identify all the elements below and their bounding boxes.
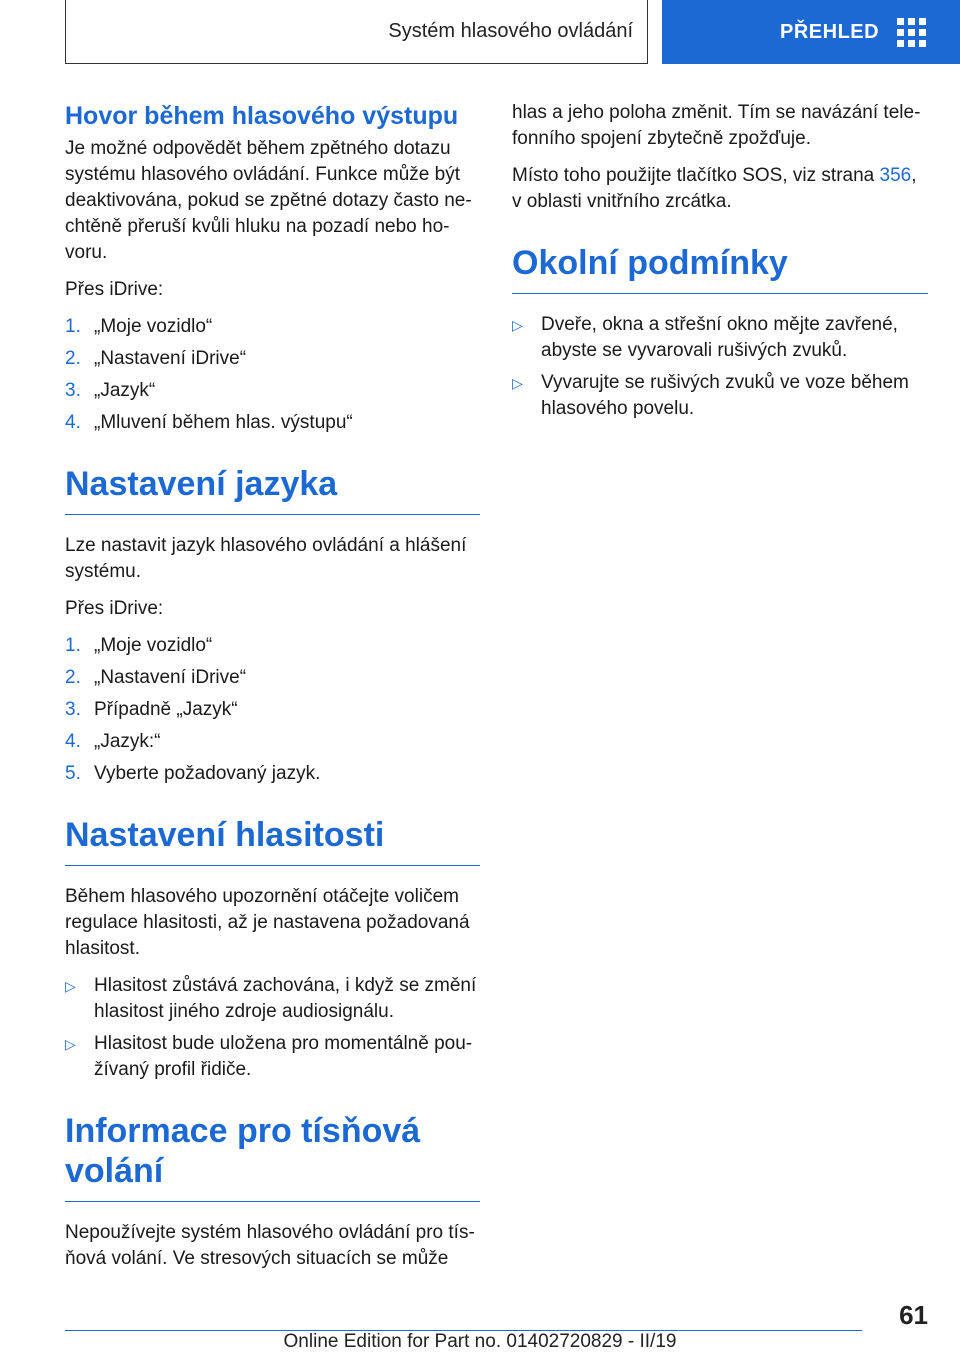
list-item: 2. „Nastavení iDrive“ xyxy=(65,348,247,369)
tab-label: PŘEHLED xyxy=(780,20,880,43)
triangle-bullet-icon: ▷ xyxy=(65,1036,76,1052)
triangle-bullet-icon: ▷ xyxy=(65,978,76,994)
left-column xyxy=(65,100,480,1283)
bullet-list xyxy=(65,973,480,1083)
heading-language-settings: Nastavení jazyka xyxy=(65,464,480,515)
list-item: 1. „Moje vozidlo“ xyxy=(65,316,213,337)
paragraph: Přes iDrive: xyxy=(65,598,164,619)
paragraph: hlas a jeho poloha změnit. Tím se navázání telefonního spojení zbytečně zpožďuje. xyxy=(512,102,921,149)
list-item: 3. Případně „Jazyk“ xyxy=(65,699,238,720)
section-title: Systém hlasového ovládání xyxy=(388,20,633,42)
header-section-title xyxy=(65,0,648,64)
heading-emergency-calls: Informace pro tísňová volání xyxy=(65,1111,480,1202)
paragraph: Nepoužívejte systém hlasového ovládání pro tísňová volání. Ve stresových situacích se může xyxy=(65,1222,475,1269)
subheading-voice-output-call: Hovor během hlasového výstupu xyxy=(65,102,459,130)
list-item: 3. „Jazyk“ xyxy=(65,380,156,401)
tab-prehled[interactable] xyxy=(662,0,960,64)
triangle-bullet-icon: ▷ xyxy=(512,375,523,391)
list-item: 1. „Moje vozidlo“ xyxy=(65,635,213,656)
heading-volume-settings: Nastavení hlasitosti xyxy=(65,815,480,866)
heading-ambient-conditions: Okolní podmínky xyxy=(512,243,928,294)
numbered-list xyxy=(65,314,480,436)
list-item: ▷ Vyvarujte se rušivých zvuků ve voze během hlasového povelu. xyxy=(512,372,909,419)
page-link-356[interactable]: 356 xyxy=(879,165,912,186)
paragraph: Během hlasového upozornění otáčejte voličem regulace hlasitosti, až je nastavena požadovaná hlasitost. xyxy=(65,886,470,959)
right-column xyxy=(512,100,928,433)
list-item: ▷ Dveře, okna a střešní okno mějte zavřené, abyste se vyvarovali rušivých zvuků. xyxy=(512,314,898,361)
paragraph-sos: Místo toho použijte tlačítko SOS, viz strana 356, v oblasti vnitřního zrcátka. xyxy=(512,165,917,212)
list-item: 5. Vyberte požadovaný jazyk. xyxy=(65,763,321,784)
paragraph: Přes iDrive: xyxy=(65,279,164,300)
list-item: 4. „Jazyk:“ xyxy=(65,731,161,752)
footer-edition-text: Online Edition for Part no. 01402720829 - II/19 xyxy=(283,1331,677,1352)
page-number: 61 xyxy=(899,1300,928,1330)
bullet-list xyxy=(512,312,928,422)
numbered-list xyxy=(65,633,480,787)
list-item: ▷ Hlasitost bude uložena pro momentálně používaný profil řidiče. xyxy=(65,1033,473,1080)
list-item: ▷ Hlasitost zůstává zachována, i když se změní hlasitost jiného zdroje audiosignálu. xyxy=(65,975,477,1022)
grid-icon xyxy=(897,18,926,47)
paragraph: Lze nastavit jazyk hlasového ovládání a hlášení systému. xyxy=(65,535,467,582)
list-item: 2. „Nastavení iDrive“ xyxy=(65,667,247,688)
triangle-bullet-icon: ▷ xyxy=(512,317,523,333)
paragraph: Je možné odpovědět během zpětného dotazu systému hlasového ovládání. Funkce může být deaktivována, pokud se zpětné dotazy často nechtěně přeruší kvůli hluku na pozadí nebo hovoru. xyxy=(65,138,472,263)
list-item: 4. „Mluvení během hlas. výstupu“ xyxy=(65,412,353,433)
